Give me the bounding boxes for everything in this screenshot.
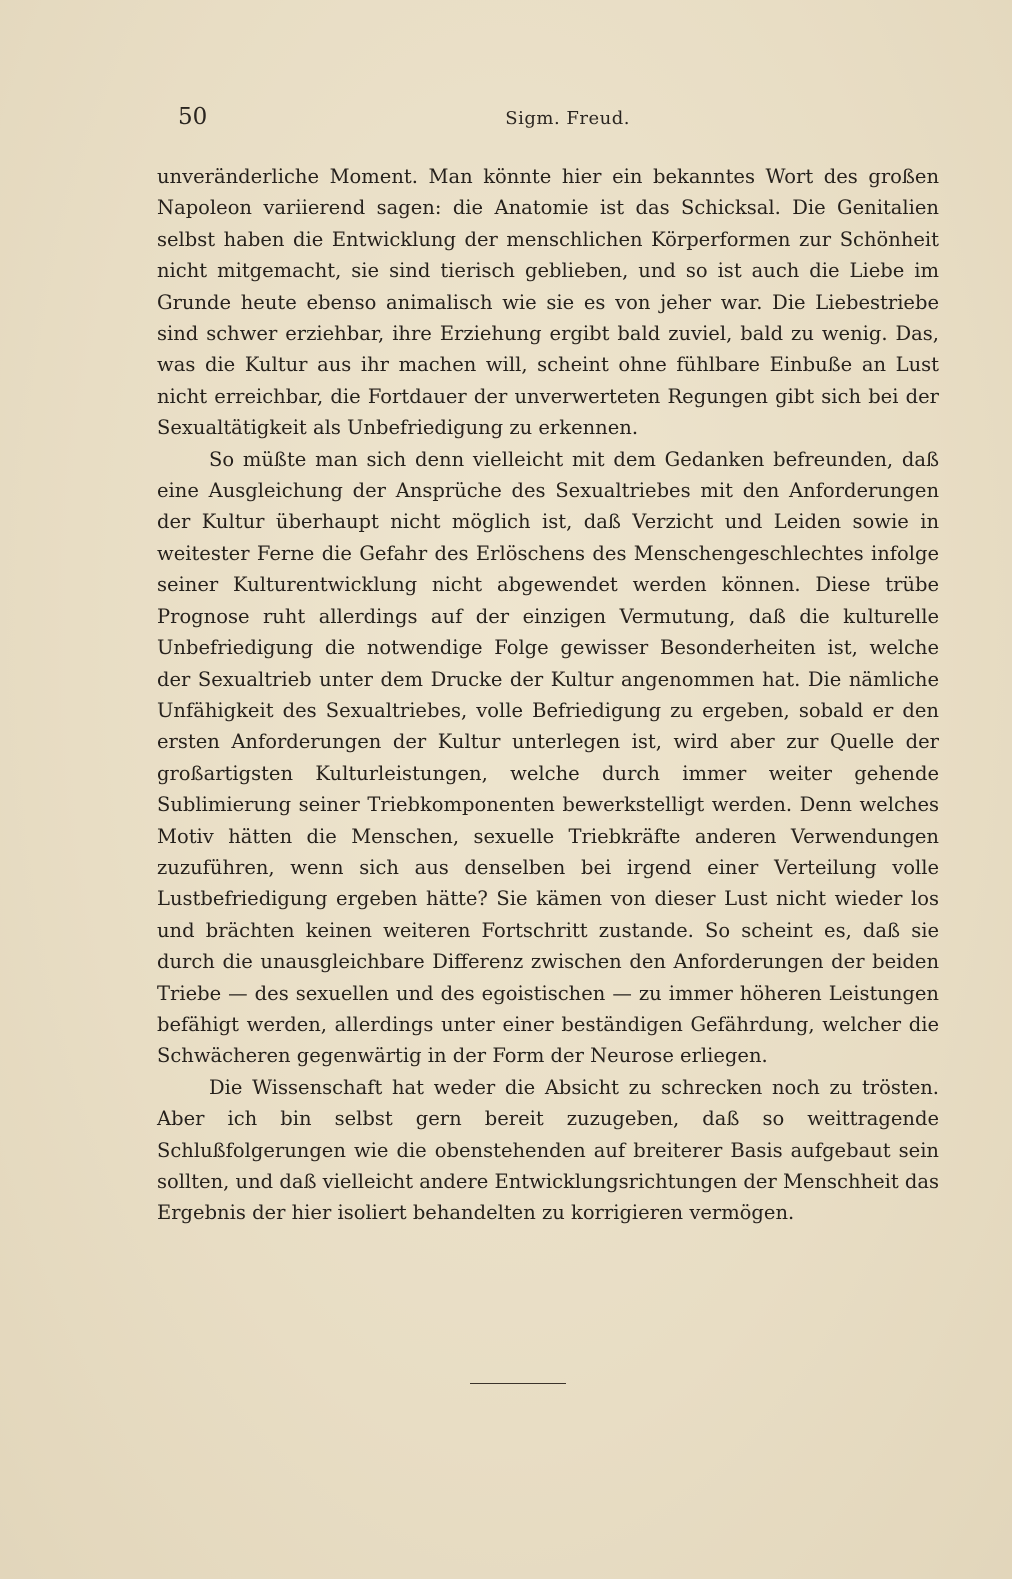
paragraph-1: unveränderliche Moment. Man könnte hier ein bekanntes Wort des großen Napoleon variierend sagen: die Anatomie ist das Schicksal. Die Genitalien selbst haben die Entwicklung der menschlichen Körperformen zur Schönheit nicht mitgemacht, sie sind tierisch geblieben, und so ist auch die Liebe im Grunde heute ebenso animalisch wie sie es von jeher war. Die Liebestriebe sind schwer erziehbar, ihre Erziehung ergibt bald zuviel, bald zu wenig. Das, was die Kultur aus ihr machen will, scheint ohne fühlbare Einbuße an Lust nicht erreichbar, die Fortdauer der unverwerteten Regungen gibt sich bei der Sexualtätigkeit als Unbefriedigung zu erkennen.: [157, 165, 939, 440]
page-number: 50: [178, 104, 208, 130]
page-header: [178, 102, 630, 132]
paragraph-3: Die Wissenschaft hat weder die Absicht zu schrecken noch zu trösten. Aber ich bin selbst gern bereit zuzugeben, daß so weittragende Schlußfolgerungen wie die obenstehenden auf breiterer Basis aufgebaut sein sollten, und daß vielleicht andere Entwicklungsrichtungen der Menschheit das Ergebnis der hier isoliert behandelten zu korrigieren vermögen.: [157, 1075, 939, 1225]
paragraph-2: So müßte man sich denn vielleicht mit dem Gedanken befreunden, daß eine Ausgleichung der Ansprüche des Sexualtriebes mit den Anforderungen der Kultur überhaupt nicht möglich ist, daß Verzicht und Leiden sowie in weitester Ferne die Gefahr des Erlöschens des Menschengeschlechtes infolge seiner Kulturentwicklung nicht abgewendet werden können. Diese trübe Prognose ruht allerdings auf der einzigen Vermutung, daß die kulturelle Unbefriedigung die notwendige Folge gewisser Besonderheiten ist, welche der Sexualtrieb unter dem Drucke der Kultur angenommen hat. Die nämliche Unfähigkeit des Sexualtriebes, volle Befriedigung zu ergeben, sobald er den ersten Anforderungen der Kultur unterlegen ist, wird aber zur Quelle der großartigsten Kulturleistungen, welche durch immer weiter gehende Sublimierung seiner Triebkomponenten bewerkstelligt werden. Denn welches Motiv hätten die Menschen, sexuelle Triebkräfte anderen Verwendungen zuzuführen, wenn sich aus denselben bei irgend einer Verteilung volle Lustbefriedigung ergeben hätte? Sie kämen von dieser Lust nicht wieder los und brächten keinen weiteren Fortschritt zustande. So scheint es, daß sie durch die unausgleichbare Differenz zwischen den Anforderungen der beiden Triebe — des sexuellen und des egoistischen — zu immer höheren Leistungen befähigt werden, allerdings unter einer beständigen Gefährdung, welcher die Schwächeren gegenwärtig in der Form der Neurose erliegen.: [157, 447, 939, 1068]
running-head: Sigm. Freud.: [505, 108, 630, 129]
body-text: [157, 161, 939, 1229]
end-rule: [470, 1383, 566, 1384]
